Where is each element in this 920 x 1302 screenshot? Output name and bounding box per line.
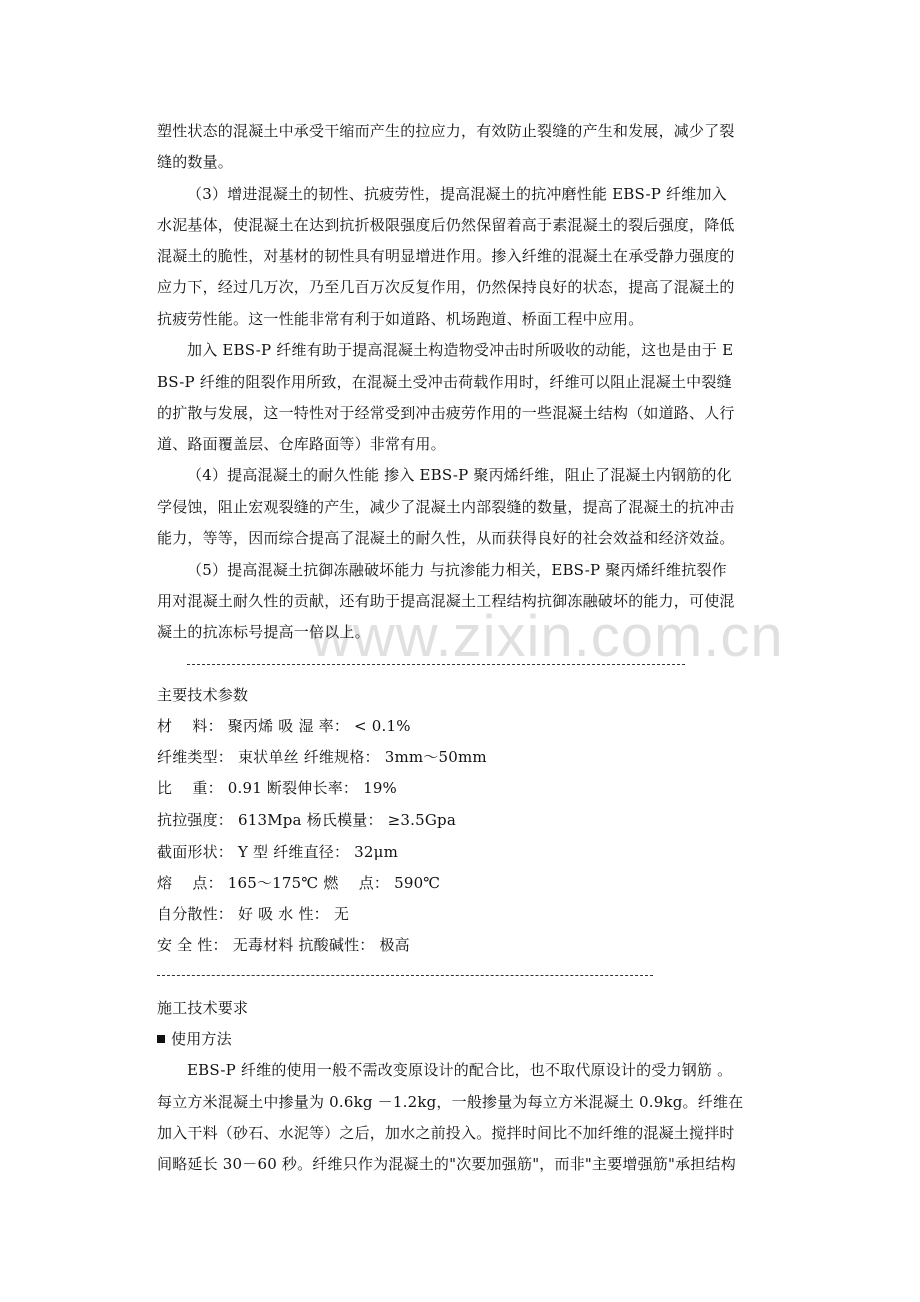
text-line: （4）提高混凝土的耐久性能 掺入 EBS-P 聚丙烯纤维，阻止了混凝土内钢筋的化 (187, 466, 732, 484)
section-heading: 主要技术参数 (157, 686, 249, 704)
text-line: 水泥基体，使混凝土在达到抗折极限强度后仍然保留着高于素混凝土的裂后强度，降低 (157, 216, 735, 234)
param-row: 材 料： 聚丙烯 吸 湿 率： < 0.1% (157, 717, 411, 735)
text-line: 间略延长 30－60 秒。纤维只作为混凝土的"次要加强筋"，而非"主要增强筋"承担结构 (157, 1155, 736, 1173)
text-line: 学侵蚀，阻止宏观裂缝的产生，减少了混凝土内部裂缝的数量，提高了混凝土的抗冲击 (157, 498, 735, 516)
param-row: 安 全 性： 无毒材料 抗酸碱性： 极高 (157, 936, 410, 954)
param-row: 熔 点： 165～175℃ 燃 点： 590℃ (157, 874, 441, 892)
param-row: 纤维类型： 束状单丝 纤维规格： 3mm～50mm (157, 748, 487, 766)
text-line: 混凝土的脆性，对基材的韧性具有明显增进作用。掺入纤维的混凝土在承受静力强度的 (157, 247, 735, 265)
text-line: 缝的数量。 (157, 153, 234, 171)
text-line: 的扩散与发展，这一特性对于经常受到冲击疲劳作用的一些混凝土结构（如道路、人行 (157, 404, 735, 422)
watermark: www.zixin.com.cn (310, 604, 784, 669)
text-line: 加入干料（砂石、水泥等）之后，加水之前投入。搅拌时间比不加纤维的混凝土搅拌时 (157, 1124, 735, 1142)
subheading-label: 使用方法 (171, 1030, 232, 1048)
text-line: 加入 EBS-P 纤维有助于提高混凝土构造物受冲击时所吸收的动能，这也是由于 E (187, 341, 734, 359)
text-line: EBS-P 纤维的使用一般不需改变原设计的配合比，也不取代原设计的受力钢筋 。 (187, 1061, 733, 1079)
text-line: BS-P 纤维的阻裂作用所致，在混凝土受冲击荷载作用时，纤维可以阻止混凝土中裂缝 (157, 373, 732, 391)
subheading (157, 1029, 232, 1049)
section-heading: 施工技术要求 (157, 999, 249, 1017)
text-line: 抗疲劳性能。这一性能非常有利于如道路、机场跑道、桥面工程中应用。 (157, 310, 644, 328)
text-line: 应力下，经过几万次，乃至几百万次反复作用，仍然保持良好的状态，提高了混凝土的 (157, 278, 735, 296)
param-row: 截面形状： Y 型 纤维直径： 32μm (157, 843, 399, 861)
text-line: 每立方米混凝土中掺量为 0.6kg －1.2kg，一般掺量为每立方米混凝土 0.9kg。纤维在 (157, 1093, 744, 1111)
text-line: （5）提高混凝土抗御冻融破坏能力 与抗渗能力相关，EBS-P 聚丙烯纤维抗裂作 (187, 561, 727, 579)
param-row: 抗拉强度： 613Mpa 杨氏模量： ≥3.5Gpa (157, 811, 456, 829)
text-line: 凝土的抗冻标号提高一倍以上。 (157, 623, 370, 641)
text-line: 能力，等等，因而综合提高了混凝土的耐久性，从而获得良好的社会效益和经济效益。 (157, 529, 735, 547)
text-line: 塑性状态的混凝土中承受干缩而产生的拉应力，有效防止裂缝的产生和发展，减少了裂 (157, 122, 735, 140)
text-line: （3）增进混凝土的韧性、抗疲劳性，提高混凝土的抗冲磨性能 EBS-P 纤维加入 (187, 185, 727, 203)
text-line: 道、路面覆盖层、仓库路面等）非常有用。 (157, 435, 446, 453)
divider (157, 975, 653, 976)
text-line: 用对混凝土耐久性的贡献，还有助于提高混凝土工程结构抗御冻融破坏的能力，可使混 (157, 592, 735, 610)
param-row: 自分散性： 好 吸 水 性： 无 (157, 905, 350, 923)
square-bullet-icon (157, 1035, 165, 1043)
param-row: 比 重： 0.91 断裂伸长率： 19% (157, 779, 398, 797)
divider (187, 664, 685, 665)
